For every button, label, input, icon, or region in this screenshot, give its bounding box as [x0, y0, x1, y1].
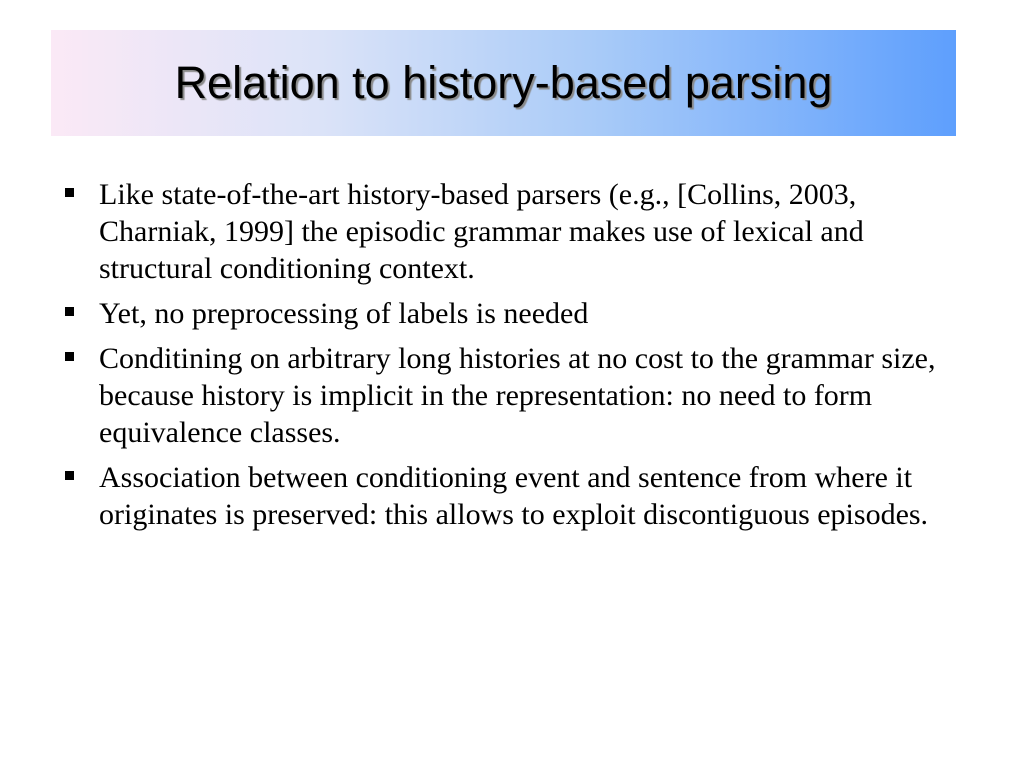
slide-title: Relation to history-based parsing — [174, 57, 833, 108]
bullet-item — [62, 176, 952, 287]
square-bullet-icon — [65, 352, 74, 361]
bullet-text: Yet, no preprocessing of labels is needed — [99, 297, 589, 330]
bullet-text: Conditining on arbitrary long histories at no cost to the grammar size, because history is implicit in the representation: no need to form equivalence classes. — [99, 342, 936, 449]
bullet-text: Like state-of-the-art history-based parsers (e.g., [Collins, 2003, Charniak, 1999] the episodic grammar makes use of lexical and structural conditioning context. — [99, 178, 864, 285]
square-bullet-icon — [65, 188, 74, 197]
bullet-list — [62, 176, 952, 541]
bullet-text: Association between conditioning event and sentence from where it originates is preserved: this allows to exploit discontiguous episodes. — [99, 461, 929, 531]
square-bullet-icon — [65, 307, 74, 316]
square-bullet-icon — [65, 471, 74, 480]
bullet-item — [62, 459, 952, 533]
title-banner — [51, 30, 956, 136]
bullet-item — [62, 340, 952, 451]
bullet-item — [62, 295, 952, 332]
